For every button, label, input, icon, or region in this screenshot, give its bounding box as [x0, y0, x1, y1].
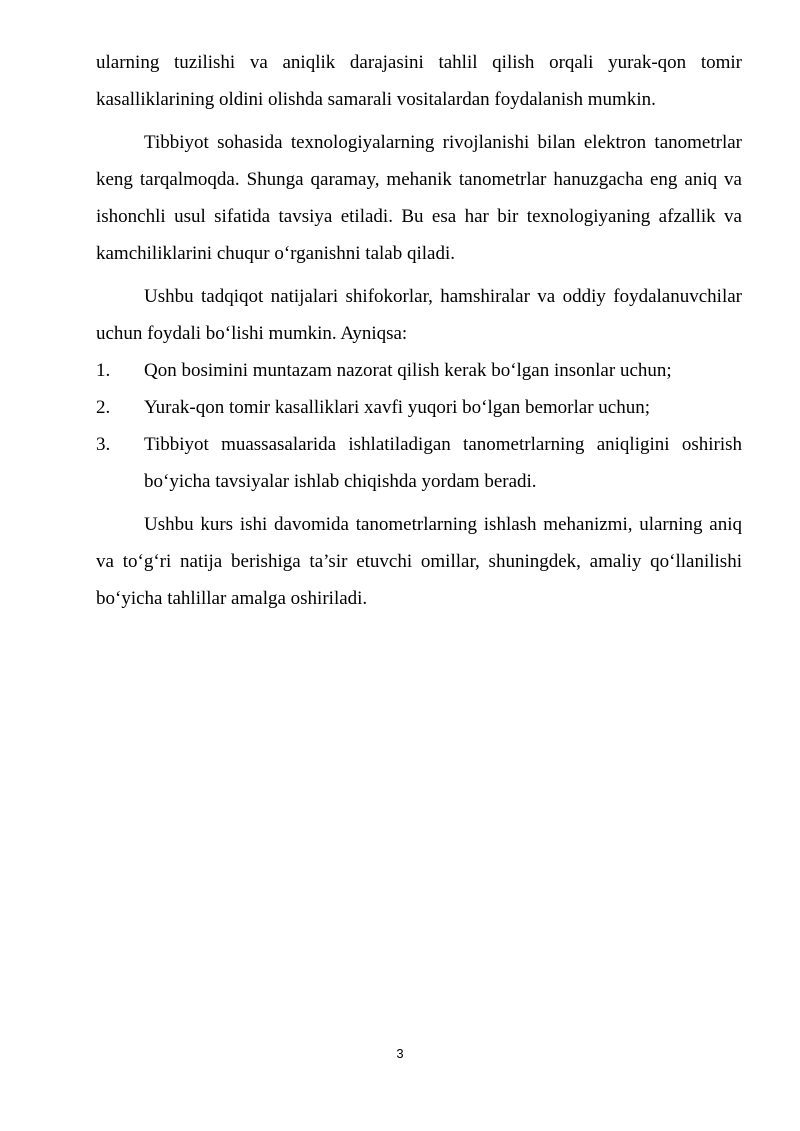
list-item-number: 2. [96, 397, 111, 418]
list-item-text: Yurak-qon tomir kasalliklari xavfi yuqori bo‘lgan bemorlar uchun; [144, 397, 651, 418]
list-item-text: Qon bosimini muntazam nazorat qilish kerak bo‘lgan insonlar uchun; [144, 360, 672, 381]
list-item-text: Tibbiyot muassasalarida ishlatiladigan tanometrlarning aniqligini oshirish bo‘yicha tavsiyalar ishlab chiqishda yordam beradi. [144, 434, 742, 492]
page-number: 3 [396, 1046, 404, 1061]
paragraph-research-results: Ushbu tadqiqot natijalari shifokorlar, hamshiralar va oddiy foydalanuvchilar uchun foydali bo‘lishi mumkin. Ayniqsa: [96, 286, 742, 344]
beneficiaries-list [96, 352, 742, 500]
paragraph-intro-continuation: ularning tuzilishi va aniqlik darajasini tahlil qilish orqali yurak-qon tomir kasalliklarining oldini olishda samarali vositalardan foydalanish mumkin. [96, 52, 742, 110]
paragraph-technology: Tibbiyot sohasida texnologiyalarning rivojlanishi bilan elektron tanometrlar keng tarqalmoqda. Shunga qaramay, mehanik tanometrlar hanuzgacha eng aniq va ishonchli usul sifatida tavsiya etiladi. Bu esa har bir texnologiyaning afzallik va kamchiliklarini chuqur o‘rganishni talab qiladi. [96, 132, 742, 264]
paragraph-closing: Ushbu kurs ishi davomida tanometrlarning ishlash mehanizmi, ularning aniq va to‘g‘ri natija berishiga ta’sir etuvchi omillar, shuningdek, amaliy qo‘llanilishi bo‘yicha tahlillar amalga oshiriladi. [96, 514, 742, 609]
list-item [96, 352, 742, 389]
list-item-number: 1. [96, 360, 111, 381]
list-item [96, 389, 742, 426]
page-content [96, 44, 742, 617]
list-item [96, 426, 742, 500]
list-item-number: 3. [96, 434, 111, 455]
